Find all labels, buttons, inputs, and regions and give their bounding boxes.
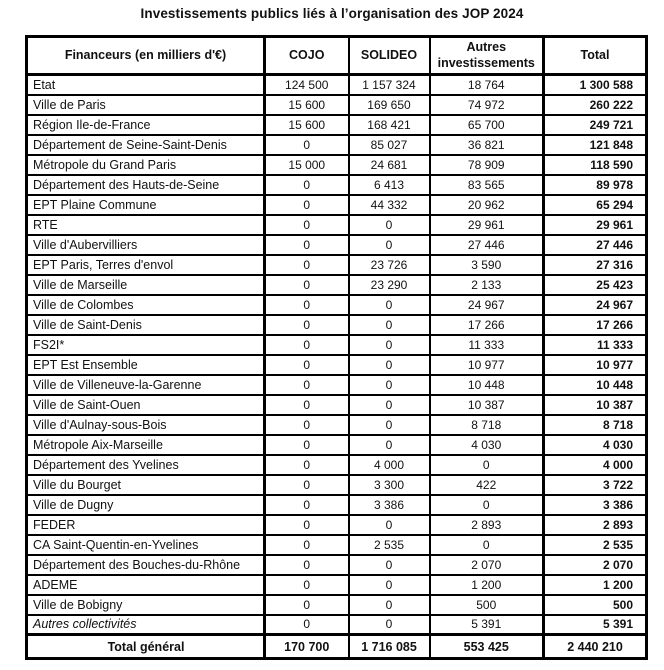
total-value: 4 000 (544, 455, 647, 475)
solideo-value: 0 (349, 235, 430, 255)
financeur-name: Ville de Villeneuve-la-Garenne (27, 375, 265, 395)
total-value: 65 294 (544, 195, 647, 215)
total-value: 89 978 (544, 175, 647, 195)
financeur-name: ADEME (27, 575, 265, 595)
total-value: 249 721 (544, 115, 647, 135)
solideo-value: 0 (349, 355, 430, 375)
grand-total-row (27, 635, 647, 659)
autres-value: 74 972 (430, 95, 544, 115)
solideo-value: 4 000 (349, 455, 430, 475)
financeur-name: Ville d'Aubervilliers (27, 235, 265, 255)
financeur-name: Ville de Colombes (27, 295, 265, 315)
table-row (27, 355, 647, 375)
table-row (27, 555, 647, 575)
total-value: 2 893 (544, 515, 647, 535)
autres-value: 24 967 (430, 295, 544, 315)
grand-total-autres: 553 425 (430, 635, 544, 659)
solideo-value: 0 (349, 435, 430, 455)
solideo-value: 44 332 (349, 195, 430, 215)
autres-value: 29 961 (430, 215, 544, 235)
total-value: 10 387 (544, 395, 647, 415)
total-value: 27 446 (544, 235, 647, 255)
table-row (27, 395, 647, 415)
total-value: 29 961 (544, 215, 647, 235)
financeur-name: Ville de Paris (27, 95, 265, 115)
total-value: 8 718 (544, 415, 647, 435)
solideo-value: 2 535 (349, 535, 430, 555)
solideo-value: 6 413 (349, 175, 430, 195)
autres-value: 36 821 (430, 135, 544, 155)
table-row (27, 215, 647, 235)
grand-total-label: Total général (27, 635, 265, 659)
table-row (27, 595, 647, 615)
autres-value: 8 718 (430, 415, 544, 435)
autres-value: 5 391 (430, 615, 544, 635)
cojo-value: 0 (265, 315, 349, 335)
cojo-value: 0 (265, 295, 349, 315)
cojo-value: 0 (265, 535, 349, 555)
autres-value: 2 133 (430, 275, 544, 295)
table-row (27, 95, 647, 115)
financeur-name: Département des Yvelines (27, 455, 265, 475)
financeur-name: FEDER (27, 515, 265, 535)
header-row (27, 37, 647, 75)
total-value: 3 386 (544, 495, 647, 515)
financeur-name: Département de Seine-Saint-Denis (27, 135, 265, 155)
financeur-name: Région Ile-de-France (27, 115, 265, 135)
cojo-value: 15 600 (265, 95, 349, 115)
cojo-value: 0 (265, 175, 349, 195)
total-value: 10 977 (544, 355, 647, 375)
cojo-value: 0 (265, 395, 349, 415)
financeur-name: Métropole Aix-Marseille (27, 435, 265, 455)
autres-value: 83 565 (430, 175, 544, 195)
grand-total-solideo: 1 716 085 (349, 635, 430, 659)
total-value: 1 200 (544, 575, 647, 595)
autres-value: 27 446 (430, 235, 544, 255)
solideo-value: 0 (349, 415, 430, 435)
autres-value: 10 387 (430, 395, 544, 415)
column-header-autres: Autres investissements (430, 37, 544, 75)
solideo-value: 0 (349, 575, 430, 595)
autres-value: 4 030 (430, 435, 544, 455)
autres-value: 11 333 (430, 335, 544, 355)
table-row (27, 175, 647, 195)
table-row (27, 315, 647, 335)
cojo-value: 124 500 (265, 75, 349, 95)
autres-value: 500 (430, 595, 544, 615)
table-row (27, 275, 647, 295)
solideo-value: 0 (349, 295, 430, 315)
table-row (27, 475, 647, 495)
cojo-value: 15 600 (265, 115, 349, 135)
total-value: 121 848 (544, 135, 647, 155)
total-value: 1 300 588 (544, 75, 647, 95)
grand-total-cojo: 170 700 (265, 635, 349, 659)
cojo-value: 0 (265, 195, 349, 215)
cojo-value: 0 (265, 455, 349, 475)
column-header-total: Total (544, 37, 647, 75)
total-value: 10 448 (544, 375, 647, 395)
total-value: 5 391 (544, 615, 647, 635)
autres-value: 2 893 (430, 515, 544, 535)
autres-value: 65 700 (430, 115, 544, 135)
total-value: 3 722 (544, 475, 647, 495)
table-row (27, 135, 647, 155)
total-value: 2 535 (544, 535, 647, 555)
total-value: 24 967 (544, 295, 647, 315)
financeur-name: EPT Est Ensemble (27, 355, 265, 375)
cojo-value: 0 (265, 375, 349, 395)
cojo-value: 0 (265, 135, 349, 155)
table-row (27, 75, 647, 95)
autres-value: 78 909 (430, 155, 544, 175)
table-row (27, 295, 647, 315)
solideo-value: 0 (349, 375, 430, 395)
financeur-name: EPT Plaine Commune (27, 195, 265, 215)
financeur-name: Ville de Saint-Denis (27, 315, 265, 335)
total-value: 4 030 (544, 435, 647, 455)
table-row (27, 435, 647, 455)
cojo-value: 0 (265, 355, 349, 375)
table-row (27, 495, 647, 515)
autres-value: 422 (430, 475, 544, 495)
solideo-value: 0 (349, 515, 430, 535)
solideo-value: 1 157 324 (349, 75, 430, 95)
solideo-value: 0 (349, 615, 430, 635)
column-header-solideo: SOLIDEO (349, 37, 430, 75)
solideo-value: 0 (349, 335, 430, 355)
solideo-value: 85 027 (349, 135, 430, 155)
total-value: 27 316 (544, 255, 647, 275)
cojo-value: 0 (265, 255, 349, 275)
table-row (27, 155, 647, 175)
column-header-cojo: COJO (265, 37, 349, 75)
solideo-value: 0 (349, 215, 430, 235)
cojo-value: 0 (265, 475, 349, 495)
table-row (27, 415, 647, 435)
financeur-name: Ville d'Aulnay-sous-Bois (27, 415, 265, 435)
cojo-value: 0 (265, 515, 349, 535)
column-header-financeurs: Financeurs (en milliers d'€) (27, 37, 265, 75)
cojo-value: 0 (265, 575, 349, 595)
financeur-name: FS2I* (27, 335, 265, 355)
financeur-name: Département des Hauts-de-Seine (27, 175, 265, 195)
cojo-value: 0 (265, 615, 349, 635)
autres-value: 2 070 (430, 555, 544, 575)
cojo-value: 0 (265, 275, 349, 295)
cojo-value: 0 (265, 495, 349, 515)
financeur-name: Ville de Marseille (27, 275, 265, 295)
financeur-name: Autres collectivités (27, 615, 265, 635)
table-row (27, 255, 647, 275)
solideo-value: 169 650 (349, 95, 430, 115)
financeur-name: Métropole du Grand Paris (27, 155, 265, 175)
autres-value: 10 448 (430, 375, 544, 395)
solideo-value: 24 681 (349, 155, 430, 175)
cojo-value: 0 (265, 435, 349, 455)
cojo-value: 0 (265, 335, 349, 355)
page-title: Investissements publics liés à l’organisation des JOP 2024 (140, 6, 524, 21)
autres-value: 20 962 (430, 195, 544, 215)
financeur-name: Ville de Saint-Ouen (27, 395, 265, 415)
cojo-value: 15 000 (265, 155, 349, 175)
autres-value: 17 266 (430, 315, 544, 335)
table-row (27, 115, 647, 135)
cojo-value: 0 (265, 215, 349, 235)
solideo-value: 0 (349, 555, 430, 575)
table-row (27, 575, 647, 595)
total-value: 260 222 (544, 95, 647, 115)
financeur-name: RTE (27, 215, 265, 235)
table-row (27, 235, 647, 255)
autres-value: 10 977 (430, 355, 544, 375)
solideo-value: 0 (349, 395, 430, 415)
table-row (27, 535, 647, 555)
table-row (27, 615, 647, 635)
total-value: 17 266 (544, 315, 647, 335)
cojo-value: 0 (265, 415, 349, 435)
solideo-value: 23 726 (349, 255, 430, 275)
cojo-value: 0 (265, 595, 349, 615)
total-value: 118 590 (544, 155, 647, 175)
table-body (27, 75, 647, 635)
solideo-value: 23 290 (349, 275, 430, 295)
autres-value: 18 764 (430, 75, 544, 95)
autres-value: 0 (430, 495, 544, 515)
financeur-name: Ville de Dugny (27, 495, 265, 515)
financeur-name: CA Saint-Quentin-en-Yvelines (27, 535, 265, 555)
autres-value: 0 (430, 455, 544, 475)
financeur-name: Département des Bouches-du-Rhône (27, 555, 265, 575)
total-value: 11 333 (544, 335, 647, 355)
solideo-value: 0 (349, 595, 430, 615)
grand-total-total: 2 440 210 (544, 635, 647, 659)
total-value: 2 070 (544, 555, 647, 575)
autres-value: 0 (430, 535, 544, 555)
solideo-value: 168 421 (349, 115, 430, 135)
solideo-value: 3 386 (349, 495, 430, 515)
total-value: 25 423 (544, 275, 647, 295)
financeur-name: Etat (27, 75, 265, 95)
table-row (27, 455, 647, 475)
cojo-value: 0 (265, 235, 349, 255)
table-row (27, 335, 647, 355)
financeur-name: Ville du Bourget (27, 475, 265, 495)
table-row (27, 375, 647, 395)
table-row (27, 515, 647, 535)
cojo-value: 0 (265, 555, 349, 575)
table-row (27, 195, 647, 215)
financeur-name: EPT Paris, Terres d'envol (27, 255, 265, 275)
autres-value: 3 590 (430, 255, 544, 275)
solideo-value: 3 300 (349, 475, 430, 495)
financeur-name: Ville de Bobigny (27, 595, 265, 615)
investments-table (25, 35, 648, 660)
total-value: 500 (544, 595, 647, 615)
solideo-value: 0 (349, 315, 430, 335)
autres-value: 1 200 (430, 575, 544, 595)
